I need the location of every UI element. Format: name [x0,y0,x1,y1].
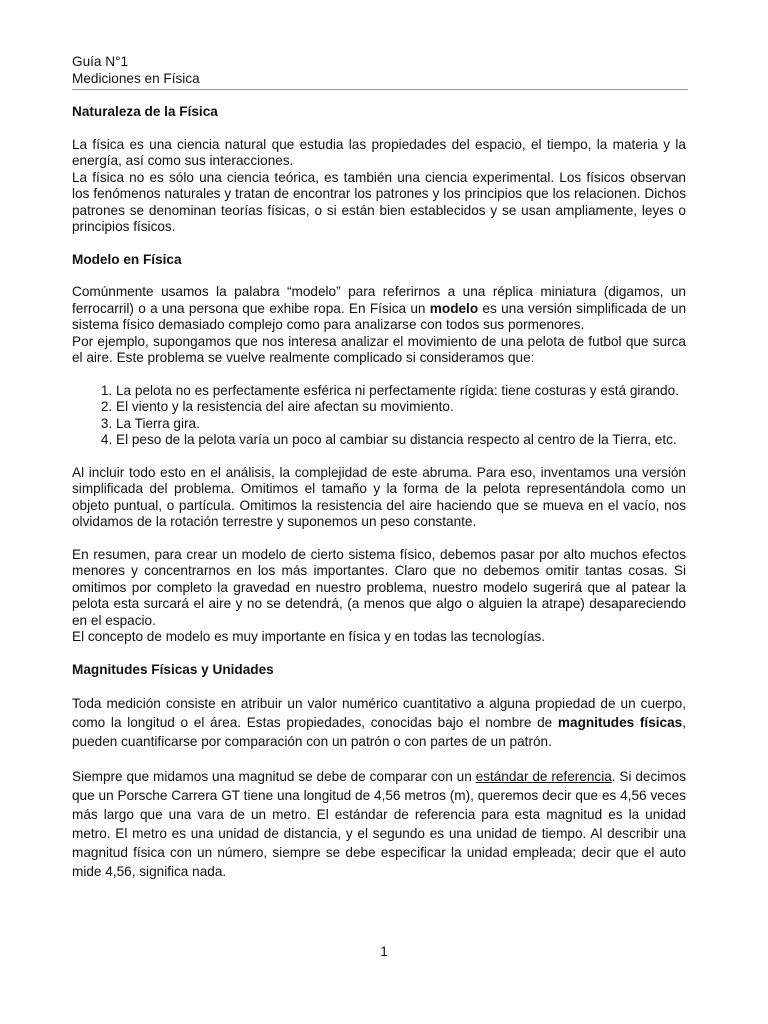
list-item: 2. El viento y la resistencia del aire afectan su movimiento. [116,399,686,416]
guide-subtitle: Mediciones en Física [72,70,200,86]
section-heading-naturaleza: Naturaleza de la Física [72,104,218,119]
guide-number: Guía N°1 [72,54,129,69]
underlined-term: estándar de referencia [475,769,612,784]
list-item: 3. La Tierra gira. [116,416,686,433]
page-number: 1 [380,944,388,959]
page-header [72,54,688,87]
text-run: Comúnmente usamos la palabra “modelo” para referirnos a una réplica miniatura (digamos, un ferrocarril) o a una persona que exhibe ropa. En Física un [72,284,686,316]
paragraph [72,694,686,751]
text-run: Toda medición consiste en atribuir un valor numérico cuantitativo a alguna propiedad de un cuerpo, como la longitud o el área. Estas propiedades, conocidas bajo el nombre de [72,696,686,730]
section-heading-magnitudes: Magnitudes Físicas y Unidades [72,661,274,677]
header-divider [72,89,688,90]
paragraph: En resumen, para crear un modelo de cierto sistema físico, debemos pasar por alto muchos efectos menores y concentrarnos en los más importantes. Claro que no debemos omitir tantas cosas. Si omitimos por completo la gravedad en nuestro problema, nuestro modelo sugerirá que al patear la pelota esta surcará el aire y no se detendrá, (a menos que algo o alguien la atrape) desapareciendo en el espacio. [72,546,686,628]
paragraph: La física no es sólo una ciencia teórica, es también una ciencia experimental. Los físicos observan los fenómenos naturales y tratan de encontrar los patrones y los principios que los relacionen. Dichos patrones se denominan teorías físicas, o si están bien establecidos y se usan ampliamente, leyes o principios físicos. [72,169,686,234]
text-run: . Si decimos que un Porsche Carrera GT tiene una longitud de 4,56 metros (m), queremos decir que es 4,56 veces más largo que una vara de un metro. El estándar de referencia para esta magnitud es la unidad metro. El metro es una unidad de distancia, y el segundo es una unidad de tiempo. Al describir una magnitud física con un número, siempre se debe especificar la unidad empleada; decir que el auto mide 4,56, significa nada. [72,769,686,879]
bold-term-modelo: modelo [429,300,479,316]
list-item: 4. El peso de la pelota varía un poco al cambiar su distancia respecto al centro de la Tierra, etc. [116,432,686,449]
paragraph [72,284,686,334]
considerations-list [72,383,686,449]
text-run: Siempre que midamos una magnitud se debe de comparar con un [72,769,476,784]
paragraph: Al incluir todo esto en el análisis, la complejidad de este abruma. Para eso, inventamos una versión simplificada del problema. Omitimos el tamaño y la forma de la pelota representándola como un objeto puntual, o partícula. Omitimos la resistencia del aire haciendo que se mueva en el vacío, nos olvidamos de la rotación terrestre y suponemos un peso constante. [72,464,686,529]
list-item: 1. La pelota no es perfectamente esférica ni perfectamente rígida: tiene costuras y está girando. [116,383,686,400]
section-heading-modelo: Modelo en Física [72,251,182,267]
text-run: es una versión simplificada de un sistema físico demasiado complejo como para analizarse con todos sus pormenores. [72,300,687,332]
paragraph: La física es una ciencia natural que estudia las propiedades del espacio, el tiempo, la materia y la energía, así como sus interacciones. [72,136,686,168]
paragraph: Por ejemplo, supongamos que nos interesa analizar el movimiento de una pelota de futbol que surca el aire. Este problema se vuelve realmente complicado si consideramos que: [72,333,686,365]
paragraph: El concepto de modelo es muy importante en física y en todas las tecnologías. [72,629,546,644]
bold-term-magnitudes: magnitudes físicas [557,715,683,730]
paragraph [72,767,686,881]
text-run: , pueden cuantificarse por comparación con un patrón o con partes de un patrón. [72,715,687,749]
document-body [72,104,686,881]
